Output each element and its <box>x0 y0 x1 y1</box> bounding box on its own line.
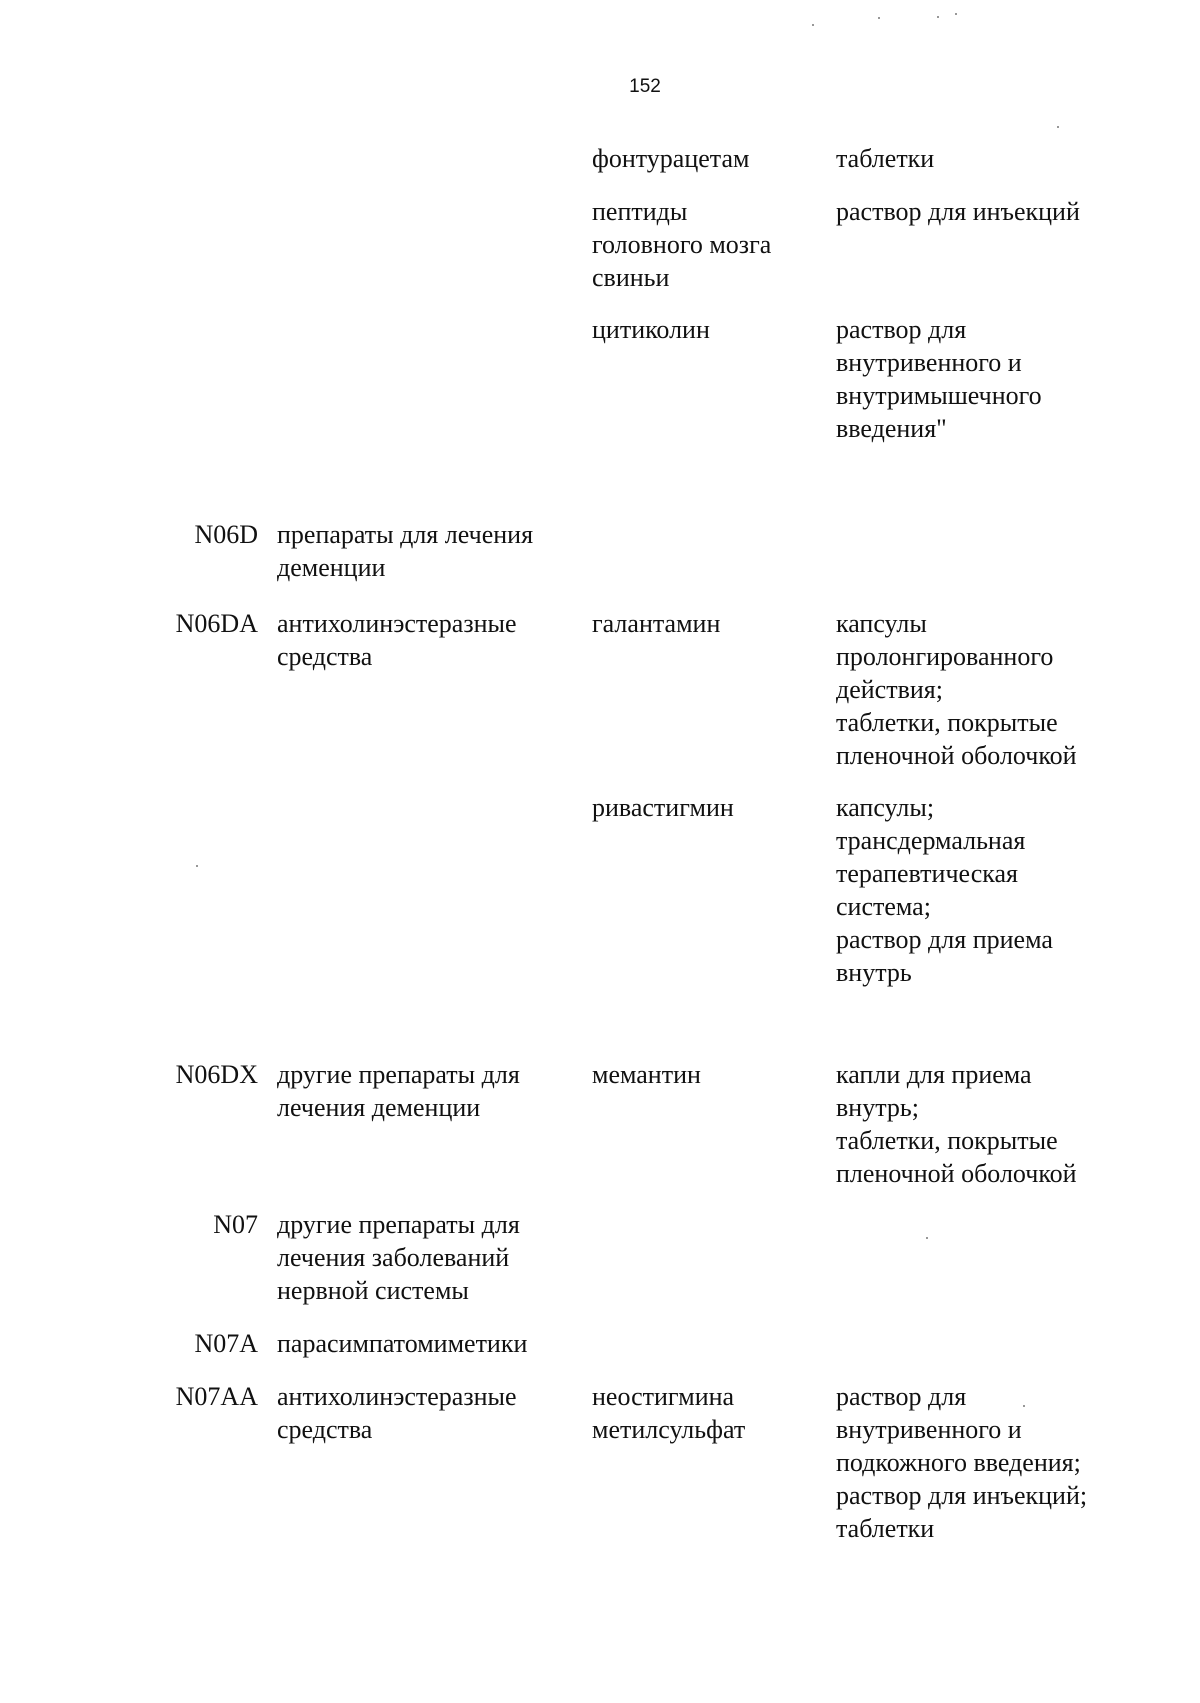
dosage-form-line: капли для приема <box>836 1060 1032 1089</box>
group-name-line: другие препараты для <box>277 1060 520 1089</box>
dosage-form-line: система; <box>836 892 931 921</box>
group-name-line: деменции <box>277 553 386 582</box>
group-name-line: другие препараты для <box>277 1210 520 1239</box>
group-name <box>277 607 577 673</box>
dosage-form-line: раствор для <box>836 1382 967 1411</box>
dosage-form-line: пролонгированного <box>836 642 1054 671</box>
scan-speck <box>1057 126 1059 128</box>
drug-name <box>592 791 842 824</box>
group-name-line: лечения заболеваний <box>277 1243 510 1272</box>
group-name-line: антихолинэстеразные <box>277 1382 517 1411</box>
dosage-forms <box>836 1380 1186 1545</box>
dosage-form-line: таблетки, покрытые <box>836 1126 1058 1155</box>
dosage-form-line: действия; <box>836 675 943 704</box>
group-name-line: средства <box>277 1415 373 1444</box>
dosage-form-line: внутрь; <box>836 1093 919 1122</box>
group-name <box>277 1380 577 1446</box>
group-name-line: антихолинэстеразные <box>277 609 517 638</box>
drug-name-line: мемантин <box>592 1060 701 1089</box>
group-name <box>277 1208 577 1307</box>
atc-code: N07AA <box>175 1382 258 1411</box>
dosage-forms <box>836 142 1186 175</box>
drug-name-line: галантамин <box>592 609 721 638</box>
drug-name <box>592 607 842 640</box>
atc-code: N07A <box>194 1329 258 1358</box>
dosage-form-line: таблетки <box>836 144 935 173</box>
group-name <box>277 1058 577 1124</box>
drug-name-line: головного мозга <box>592 230 772 259</box>
dosage-form-line: внутримышечного <box>836 381 1042 410</box>
dosage-form-line: раствор для <box>836 315 967 344</box>
drug-name-line: метилсульфат <box>592 1415 746 1444</box>
dosage-form-line: введения" <box>836 414 947 443</box>
dosage-forms <box>836 791 1186 989</box>
dosage-form-line: внутрь <box>836 958 912 987</box>
page-number: 152 <box>629 76 661 97</box>
dosage-form-line: таблетки <box>836 1514 935 1543</box>
group-name-line: препараты для лечения <box>277 520 534 549</box>
drug-name-line: цитиколин <box>592 315 710 344</box>
dosage-forms <box>836 1058 1186 1190</box>
drug-name <box>592 313 842 346</box>
atc-code: N07 <box>213 1210 258 1239</box>
dosage-forms <box>836 607 1186 772</box>
dosage-form-line: капсулы <box>836 609 927 638</box>
dosage-form-line: терапевтическая <box>836 859 1018 888</box>
atc-code: N06DX <box>175 1060 258 1089</box>
drug-name <box>592 195 842 294</box>
scan-speck <box>937 16 939 18</box>
group-name <box>277 518 577 584</box>
drug-name-line: свиньи <box>592 263 670 292</box>
drug-name <box>592 142 842 175</box>
dosage-form-line: раствор для инъекций; <box>836 1481 1088 1510</box>
drug-name-line: фонтурацетам <box>592 144 750 173</box>
drug-name <box>592 1058 842 1091</box>
dosage-form-line: трансдермальная <box>836 826 1026 855</box>
dosage-form-line: пленочной оболочкой <box>836 741 1077 770</box>
dosage-form-line: таблетки, покрытые <box>836 708 1058 737</box>
scan-speck <box>196 865 198 867</box>
dosage-form-line: раствор для инъекций <box>836 197 1080 226</box>
atc-code: N06D <box>194 520 258 549</box>
dosage-forms <box>836 313 1186 445</box>
scan-speck <box>812 24 814 26</box>
drug-name-line: неостигмина <box>592 1382 735 1411</box>
drug-name-line: ривастигмин <box>592 793 734 822</box>
scan-speck <box>926 1237 928 1239</box>
scan-speck <box>878 17 880 19</box>
dosage-form-line: раствор для приема <box>836 925 1053 954</box>
group-name-line: лечения деменции <box>277 1093 481 1122</box>
dosage-form-line: капсулы; <box>836 793 935 822</box>
group-name <box>277 1327 577 1360</box>
scan-speck <box>955 13 957 15</box>
dosage-form-line: пленочной оболочкой <box>836 1159 1077 1188</box>
atc-code: N06DA <box>175 609 258 638</box>
drug-name-line: пептиды <box>592 197 688 226</box>
dosage-form-line: внутривенного и <box>836 348 1022 377</box>
dosage-form-line: внутривенного и <box>836 1415 1022 1444</box>
scan-speck <box>1023 1405 1025 1407</box>
dosage-form-line: подкожного введения; <box>836 1448 1081 1477</box>
dosage-forms <box>836 195 1186 228</box>
group-name-line: средства <box>277 642 373 671</box>
group-name-line: нервной системы <box>277 1276 469 1305</box>
drug-name <box>592 1380 842 1446</box>
group-name-line: парасимпатомиметики <box>277 1329 528 1358</box>
